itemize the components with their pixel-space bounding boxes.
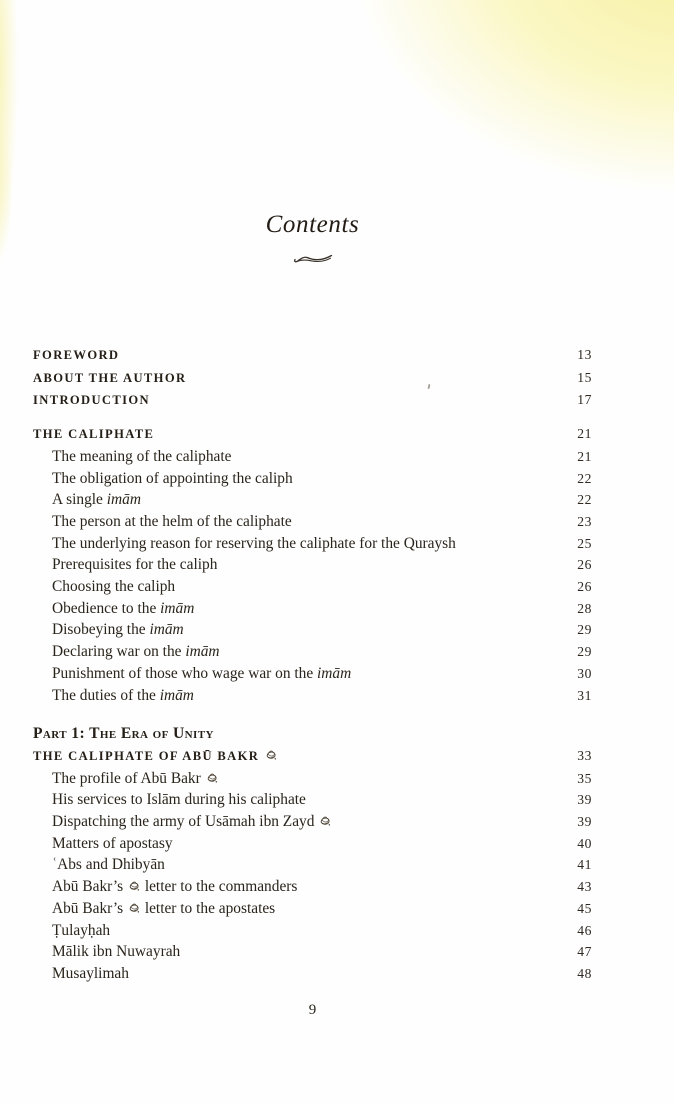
toc-page-number: 39 bbox=[577, 792, 592, 808]
label-text: ʿAbs and Dhibyān bbox=[52, 856, 165, 874]
label-text: The person at the helm of the caliphate bbox=[52, 512, 292, 530]
label-text: Declaring war on the bbox=[52, 643, 186, 661]
label-text: INTRODUCTION bbox=[33, 393, 150, 408]
toc-page-number: 23 bbox=[577, 513, 592, 529]
toc-row bbox=[33, 876, 592, 898]
label-text: The meaning of the caliphate bbox=[52, 447, 232, 465]
italic-term: imām bbox=[160, 599, 195, 617]
toc-row bbox=[33, 723, 592, 745]
toc-list bbox=[33, 344, 592, 985]
label-text: The duties of the bbox=[52, 686, 160, 704]
italic-term: imām bbox=[159, 686, 194, 704]
toc-entry-label bbox=[33, 920, 110, 942]
toc-row bbox=[33, 344, 592, 367]
label-text: ABOUT THE AUTHOR bbox=[33, 370, 187, 385]
toc-row bbox=[33, 367, 592, 390]
label-text: letter to the apostates bbox=[140, 899, 276, 917]
page-title: Contents bbox=[265, 211, 360, 238]
toc-page-number: 40 bbox=[577, 835, 592, 851]
toc-entry-label bbox=[33, 446, 231, 468]
toc-row bbox=[33, 598, 592, 620]
label-text: Part 1: The Era of Unity bbox=[33, 725, 214, 743]
toc-row bbox=[33, 468, 592, 490]
label-text: The profile of Abū Bakr bbox=[52, 769, 205, 787]
label-text: Dispatching the army of Usāmah ibn Zayd bbox=[52, 813, 319, 831]
toc-row bbox=[33, 446, 592, 468]
toc-entry-label bbox=[33, 554, 217, 576]
toc-row bbox=[33, 641, 592, 663]
toc-page-number: 43 bbox=[577, 879, 592, 895]
toc-row bbox=[33, 663, 592, 685]
toc-entry-label bbox=[33, 963, 129, 985]
toc-entry-label bbox=[33, 390, 150, 412]
radiallahu-anhu-icon bbox=[128, 902, 140, 914]
toc-entry-label bbox=[33, 663, 351, 685]
toc-row bbox=[33, 833, 592, 855]
toc-page-number: 25 bbox=[577, 535, 592, 551]
toc-row bbox=[33, 685, 592, 707]
toc-entry-label bbox=[33, 685, 194, 707]
toc-page-number: 47 bbox=[577, 944, 592, 960]
toc-row bbox=[33, 554, 592, 576]
toc-entry-label bbox=[33, 576, 175, 598]
italic-term: imām bbox=[106, 491, 141, 509]
label-text: THE CALIPHATE OF ABŪ BAKR bbox=[33, 748, 264, 763]
toc-entry-label bbox=[33, 511, 292, 533]
toc-row bbox=[33, 533, 592, 555]
italic-term: imām bbox=[149, 621, 184, 639]
toc-entry-label bbox=[33, 833, 173, 855]
toc-entry-label bbox=[33, 533, 456, 555]
toc-page-number: 26 bbox=[577, 557, 592, 573]
toc-page-number: 15 bbox=[577, 369, 592, 385]
toc-row bbox=[33, 768, 592, 790]
radiallahu-anhu-icon bbox=[319, 815, 331, 827]
radiallahu-anhu-icon bbox=[265, 749, 277, 761]
label-text: Abū Bakr’s bbox=[52, 899, 127, 917]
label-text: The underlying reason for reserving the caliphate for the Quraysh bbox=[52, 534, 456, 552]
toc-entry-label bbox=[33, 811, 332, 833]
label-text: Abū Bakr’s bbox=[52, 878, 127, 896]
label-text: Musaylimah bbox=[52, 964, 129, 982]
label-text: FOREWORD bbox=[33, 348, 120, 362]
toc-entry-label bbox=[33, 941, 180, 963]
label-text: The obligation of appointing the caliph bbox=[52, 469, 293, 487]
text-column bbox=[33, 0, 592, 985]
toc-page-number: 21 bbox=[577, 426, 592, 442]
label-text: THE CALIPHATE bbox=[33, 427, 155, 442]
label-text: Obedience to the bbox=[52, 599, 161, 617]
toc-entry-label bbox=[33, 723, 214, 745]
toc-entry-label bbox=[33, 345, 119, 367]
label-text: letter to the commanders bbox=[140, 878, 298, 896]
toc-page-number: 30 bbox=[577, 665, 592, 681]
label-text: A single bbox=[52, 491, 107, 509]
toc-page-number: 13 bbox=[577, 347, 592, 362]
toc-row bbox=[33, 511, 592, 533]
label-text: Matters of apostasy bbox=[52, 834, 173, 852]
toc-page-number: 45 bbox=[577, 900, 592, 916]
toc-page-number: 29 bbox=[577, 622, 592, 638]
toc-entry-label bbox=[33, 898, 275, 920]
toc-page-number: 21 bbox=[577, 448, 592, 464]
toc-page-number: 33 bbox=[577, 747, 592, 763]
toc-page-number: 22 bbox=[577, 492, 592, 508]
toc-row bbox=[33, 963, 592, 985]
toc-row bbox=[33, 789, 592, 811]
label-text: Mālik ibn Nuwayrah bbox=[52, 943, 181, 961]
toc-entry-label bbox=[33, 876, 297, 898]
toc-row bbox=[33, 389, 592, 412]
toc-row bbox=[33, 489, 592, 511]
toc-page-number: 17 bbox=[577, 392, 592, 408]
toc-page-number: 46 bbox=[577, 922, 592, 938]
toc-entry-label bbox=[33, 468, 293, 490]
toc-row bbox=[33, 745, 592, 768]
label-text: Disobeying the bbox=[52, 621, 150, 639]
toc-page-number: 48 bbox=[577, 965, 592, 981]
toc-row bbox=[33, 619, 592, 641]
toc-entry-label bbox=[33, 746, 278, 768]
toc-page-number: 35 bbox=[577, 770, 592, 786]
toc-row bbox=[33, 920, 592, 942]
toc-row bbox=[33, 576, 592, 598]
toc-entry-label bbox=[33, 789, 306, 811]
label-text: Ṭulayḥah bbox=[52, 921, 111, 939]
toc-page-number: 29 bbox=[577, 644, 592, 660]
radiallahu-anhu-icon bbox=[128, 880, 140, 892]
label-text: His services to Islām during his caliphate bbox=[52, 791, 306, 809]
label-text: Punishment of those who wage war on the bbox=[52, 664, 318, 682]
label-text: Prerequisites for the caliph bbox=[52, 556, 218, 574]
folio-page-number: 9 bbox=[308, 1002, 317, 1018]
label-text: Choosing the caliph bbox=[52, 578, 176, 596]
toc-page-number: 28 bbox=[577, 600, 592, 616]
toc-entry-label bbox=[33, 641, 220, 663]
toc-row bbox=[33, 811, 592, 833]
toc-entry-label bbox=[33, 598, 194, 620]
toc-row bbox=[33, 941, 592, 963]
toc-row bbox=[33, 423, 592, 446]
toc-entry-label bbox=[33, 368, 186, 390]
toc-page-number: 41 bbox=[577, 857, 592, 873]
toc-page-number: 26 bbox=[577, 579, 592, 595]
toc-entry-label bbox=[33, 489, 141, 511]
toc-row bbox=[33, 898, 592, 920]
toc-entry-label bbox=[33, 424, 154, 446]
toc-row bbox=[33, 854, 592, 876]
radiallahu-anhu-icon bbox=[206, 772, 218, 784]
toc-page-number: 22 bbox=[577, 470, 592, 486]
toc-page-number: 39 bbox=[577, 814, 592, 830]
toc-entry-label bbox=[33, 619, 184, 641]
italic-term: imām bbox=[317, 664, 352, 682]
toc-entry-label bbox=[33, 854, 165, 876]
toc-entry-label bbox=[33, 768, 219, 790]
toc-page-number: 31 bbox=[577, 687, 592, 703]
italic-term: imām bbox=[185, 643, 220, 661]
title-flourish-icon bbox=[33, 250, 592, 265]
